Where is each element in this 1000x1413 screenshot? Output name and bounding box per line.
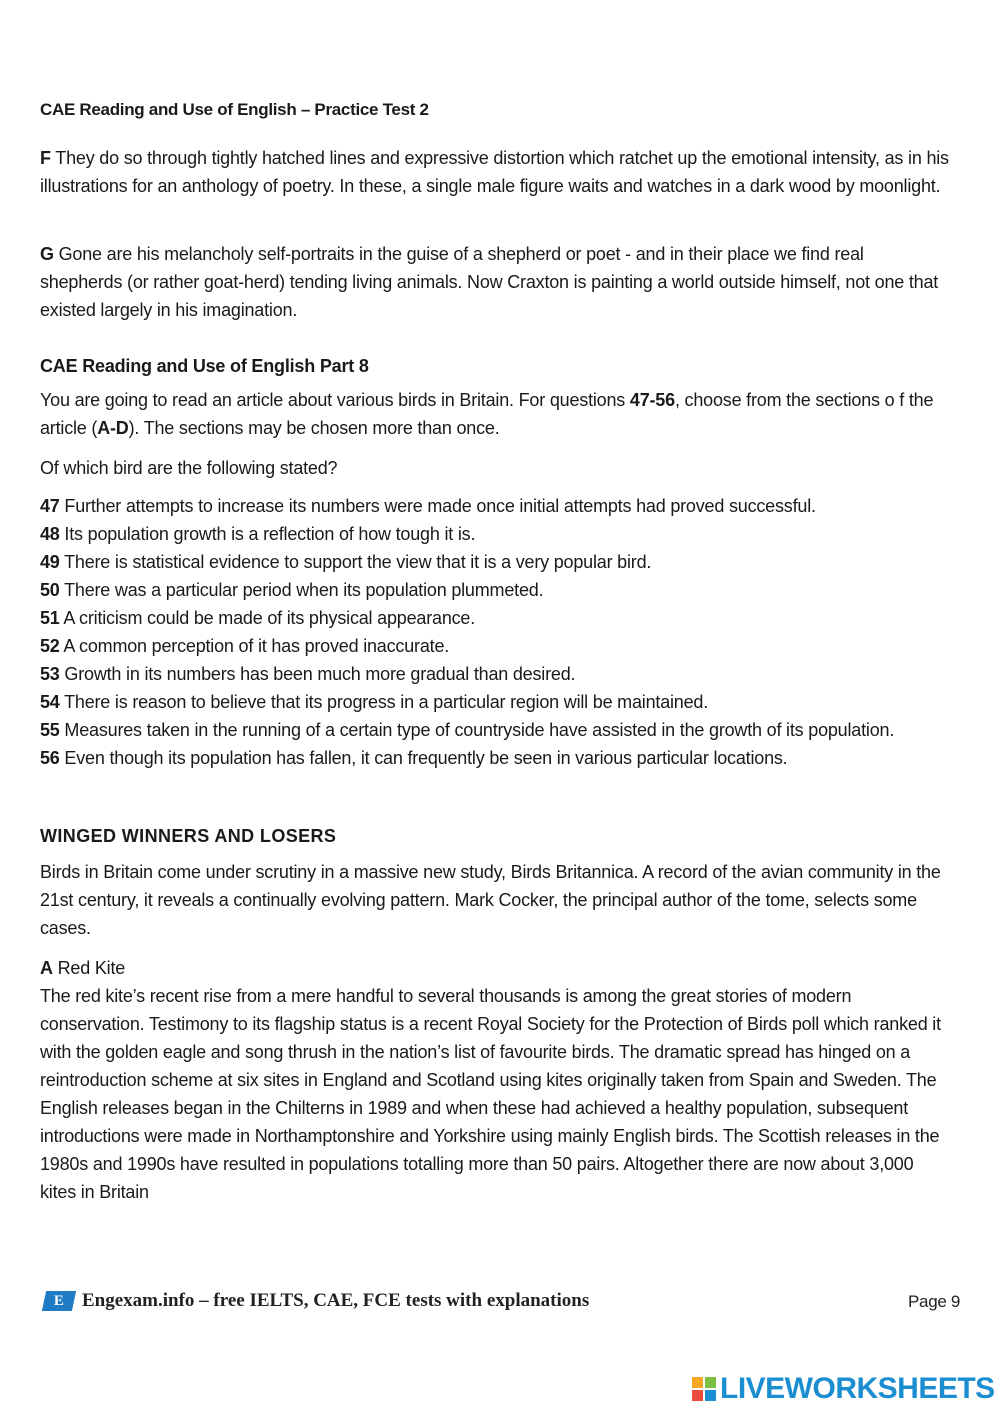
grid-cell	[705, 1390, 716, 1401]
question-list	[40, 492, 950, 772]
instructions-text: , choose from the sections o f the article (	[40, 390, 934, 438]
section-a-heading	[40, 954, 950, 982]
question-text: Further attempts to increase its numbers were made once initial attempts had proved successful.	[59, 496, 816, 516]
question-number: 55	[40, 720, 60, 740]
list-item	[40, 492, 950, 520]
paragraph-letter: G	[40, 244, 54, 264]
liveworksheets-logo	[692, 1372, 995, 1406]
grid-cell	[705, 1377, 716, 1388]
list-item	[40, 548, 950, 576]
grid-cell	[692, 1390, 703, 1401]
question-prompt: Of which bird are the following stated?	[40, 458, 338, 478]
logo-letter: E	[53, 1292, 64, 1309]
paragraph-letter: F	[40, 148, 51, 168]
list-item	[40, 604, 950, 632]
footer-text: Engexam.info – free IELTS, CAE, FCE tests with explanations	[82, 1290, 590, 1311]
question-text: There was a particular period when its population plummeted.	[59, 580, 544, 600]
question-text: Growth in its numbers has been much more gradual than desired.	[59, 664, 576, 684]
list-item	[40, 744, 950, 772]
question-text: Even though its population has fallen, it can frequently be seen in various particular locations.	[59, 748, 788, 768]
paragraph-g	[40, 240, 950, 324]
paragraph-text: Gone are his melancholy self-portraits in the guise of a shepherd or poet - and in their place we find real shepherds (or rather goat-herd) tending living animals. Now Craxton is painting a world outside himself, not one that existed largely in his imagination.	[40, 244, 939, 320]
section-letter: A	[40, 958, 53, 978]
instructions-text: You are going to read an article about various birds in Britain. For questions	[40, 390, 630, 410]
article-intro: Birds in Britain come under scrutiny in a massive new study, Birds Britannica. A record of the avian community in the 21st century, it reveals a continually evolving pattern. Mark Cocker, the principal author of the tome, selects some cases.	[40, 862, 941, 938]
list-item	[40, 688, 950, 716]
question-number: 52	[40, 636, 60, 656]
question-text: A criticism could be made of its physical appearance.	[59, 608, 476, 628]
section-range: A-D	[97, 418, 129, 438]
question-text: There is reason to believe that its progress in a particular region will be maintained.	[59, 692, 709, 712]
question-text: Its population growth is a reflection of how tough it is.	[59, 524, 476, 544]
question-text: A common perception of it has proved inaccurate.	[59, 636, 450, 656]
question-number: 47	[40, 496, 60, 516]
question-text: Measures taken in the running of a certain type of countryside have assisted in the growth of its population.	[59, 720, 895, 740]
question-number: 50	[40, 580, 60, 600]
paragraph-f	[40, 144, 950, 200]
list-item	[40, 632, 950, 660]
engexam-logo-icon	[42, 1291, 76, 1311]
list-item	[40, 660, 950, 688]
grid-cell	[692, 1377, 703, 1388]
instructions-text: ). The sections may be chosen more than once.	[128, 418, 500, 438]
question-number: 48	[40, 524, 60, 544]
page-header-title: CAE Reading and Use of English – Practice Test 2	[40, 100, 429, 119]
page-number: Page 9	[908, 1292, 961, 1311]
question-text: There is statistical evidence to support the view that it is a very popular bird.	[59, 552, 652, 572]
list-item	[40, 520, 950, 548]
article-title: WINGED WINNERS AND LOSERS	[40, 826, 337, 846]
part8-title: CAE Reading and Use of English Part 8	[40, 356, 369, 376]
question-number: 54	[40, 692, 60, 712]
question-range: 47-56	[629, 390, 675, 410]
list-item	[40, 576, 950, 604]
list-item	[40, 716, 950, 744]
page-footer	[44, 1290, 589, 1312]
section-heading-text: Red Kite	[52, 958, 126, 978]
question-number: 51	[40, 608, 60, 628]
question-number: 53	[40, 664, 60, 684]
liveworksheets-grid-icon	[692, 1377, 716, 1401]
question-number: 56	[40, 748, 60, 768]
question-number: 49	[40, 552, 60, 572]
liveworksheets-brand-text: LIVEWORKSHEETS	[720, 1372, 995, 1405]
section-a-body: The red kite’s recent rise from a mere handful to several thousands is among the great stories of modern conservation. Testimony to its flagship status is a recent Royal Society for the Protection of Birds poll which ranked it with the golden eagle and song thrush in the nation’s list of favourite birds. The dramatic spread has hinged on a reintroduction scheme at six sites in England and Scotland using kites originally taken from Spain and Sweden. The English releases began in the Chilterns in 1989 and when these had achieved a healthy population, subsequent introductions were made in Northamptonshire and Yorkshire using mainly English birds. The Scottish releases in the 1980s and 1990s have resulted in populations totalling more than 50 pairs. Altogether there are now about 3,000 kites in Britain	[40, 986, 941, 1202]
paragraph-text: They do so through tightly hatched lines and expressive distortion which ratchet up the emotional intensity, as in his illustrations for an anthology of poetry. In these, a single male figure waits and watches in a dark wood by moonlight.	[40, 148, 949, 196]
instructions	[40, 386, 950, 442]
